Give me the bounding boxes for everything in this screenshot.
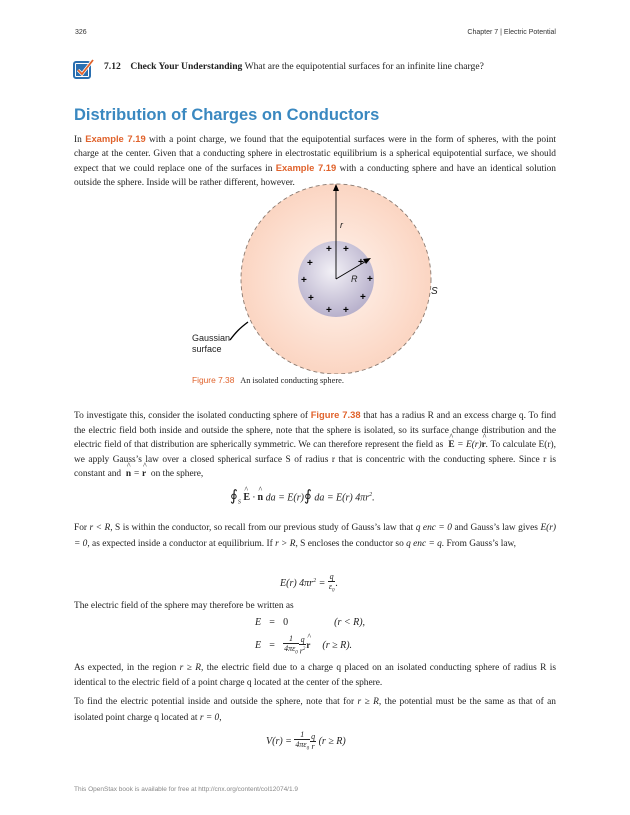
- figure-link[interactable]: Figure 7.38: [310, 409, 361, 420]
- figure-caption-label: Figure 7.38: [192, 375, 235, 385]
- text: the electric field due to a charge q placed on an isolated conducting sphere of radius R is identical to the electric field of a point charge q located at the center of the sphere.: [74, 663, 557, 688]
- text: on the sphere,: [150, 469, 204, 480]
- example-link[interactable]: Example 7.19: [275, 162, 337, 174]
- text: As expected, in the region: [74, 663, 177, 673]
- plus-charge: +: [301, 275, 307, 286]
- text: To investigate this, consider the isolated conducting sphere of: [74, 411, 311, 421]
- paragraph-investigate: [74, 408, 556, 482]
- eq-rhs: 0: [283, 617, 289, 628]
- check-understanding: [104, 60, 564, 74]
- example-link[interactable]: Example 7.19: [85, 133, 146, 144]
- plus-charge: +: [307, 258, 313, 269]
- text: In: [74, 135, 86, 145]
- gaussian-label-line2: surface: [192, 344, 222, 354]
- figure-caption-text: An isolated conducting sphere.: [240, 376, 344, 385]
- text: From Gauss’s law,: [446, 539, 516, 549]
- text: To calculate E(r), we apply Gauss’s law over a closed spherical surface S of radius r that is concentric with the conducting sphere. Since r is constant and: [74, 440, 556, 480]
- paragraph-region-outside: [74, 661, 556, 691]
- math-inline: E(r) = 0: [74, 523, 557, 549]
- plus-charge: +: [343, 305, 349, 316]
- math-inline: r < R: [89, 523, 111, 533]
- eq-lhs: E: [255, 640, 262, 652]
- paragraph-gauss-regions: [74, 520, 556, 552]
- text: , S encloses the conductor so: [295, 539, 404, 549]
- plus-charge: +: [308, 293, 314, 304]
- text: To find the electric potential inside and outside the sphere, note that for: [74, 697, 355, 707]
- plus-charge: +: [326, 244, 332, 255]
- math-inline: r ≥ R,: [179, 663, 204, 673]
- text: ,: [219, 713, 222, 723]
- check-number: 7.12: [104, 61, 121, 72]
- check-understanding-icon: [73, 58, 95, 80]
- plus-charge: +: [343, 244, 349, 255]
- paragraph-potential-intro: [74, 694, 556, 726]
- plus-charge: +: [367, 274, 373, 285]
- math-inline: r = 0: [199, 713, 220, 723]
- paragraph-field-intro: The electric field of the sphere may therefore be written as: [74, 601, 294, 611]
- section-title: Distribution of Charges on Conductors: [74, 106, 380, 124]
- math-inline: r ≥ R,: [357, 697, 382, 707]
- text: , as expected inside a conductor at equilibrium. If: [87, 539, 273, 549]
- text: and Gauss’s law gives: [454, 523, 538, 533]
- label-r: r: [340, 220, 343, 230]
- text: , S is within the conductor, so recall from our previous study of Gauss’s law that: [110, 523, 414, 533]
- text: For: [74, 523, 88, 533]
- figure-caption: [192, 374, 344, 388]
- chapter-title: Chapter 7 | Electric Potential: [467, 29, 556, 36]
- check-question: What are the equipotential surfaces for an infinite line charge?: [244, 61, 484, 72]
- math-inline: q enc = 0: [415, 523, 452, 533]
- eq-lhs: E: [255, 617, 262, 628]
- eq-condition: (r < R),: [334, 617, 366, 628]
- label-R: R: [351, 274, 358, 284]
- text: with a point charge, we found that the equipotential surfaces were in the form of spheres, with the point charge at the center. Given that a conducting sphere in electrostatic equilibrium is a spherical equipotential surface, we should expect that we could replace one of the surfaces in: [74, 135, 556, 175]
- equation-field-cases: E = 0 (r < R), E = $\frac{1}{4\pi\varepsilon_0}$ $\frac{q}{r^2}$ ^ r (r ≥ R).: [255, 616, 405, 658]
- math-normal-expression: ^ n = ^ r: [123, 469, 148, 479]
- page-number: 326: [75, 29, 87, 36]
- plus-charge: +: [358, 257, 364, 268]
- label-S: S: [431, 286, 438, 297]
- gaussian-pointer: [230, 322, 248, 340]
- eq-condition: (r ≥ R).: [322, 640, 353, 652]
- check-title: Check Your Understanding: [130, 61, 243, 72]
- gaussian-label-line1: Gaussian: [192, 333, 231, 343]
- math-inline: r > R: [275, 539, 296, 549]
- plus-charge: +: [360, 292, 366, 303]
- equation-gauss-integral: $∮_S$ ^ E · ^ n da = E(r)∮ da = E(r) $4\pi r^2$.: [230, 489, 410, 510]
- math-field-expression: ^ E = E(r)^ r.: [446, 440, 488, 450]
- plus-charge: +: [326, 305, 332, 316]
- equation-gauss-result: E(r) $4\pi r^2$ = $\frac{q}{\varepsilon_0}$ .: [280, 572, 338, 594]
- footer-note: This OpenStax book is available for free at http://cnx.org/content/col12074/1.9: [74, 786, 299, 793]
- text: that has a radius R and an excess charge q. To find the electric field both inside and outside the sphere, note that the sphere is isolated, so its surface change distribution and the electric field of that distribution are spherically symmetric. We can therefore represent the field as: [74, 411, 556, 451]
- math-inline: q enc = q.: [406, 539, 445, 549]
- text: with a conducting sphere and have an identical solution outside the sphere. Inside will be rather different, however.: [74, 164, 556, 188]
- equation-potential: V(r) = $\frac{1}{4\pi\varepsilon_0}$ $\frac{q}{r}$ (r ≥ R): [266, 730, 346, 752]
- text: the potential must be the same as that of an isolated point charge q located at: [74, 697, 556, 723]
- figure-isolated-sphere: [180, 182, 450, 374]
